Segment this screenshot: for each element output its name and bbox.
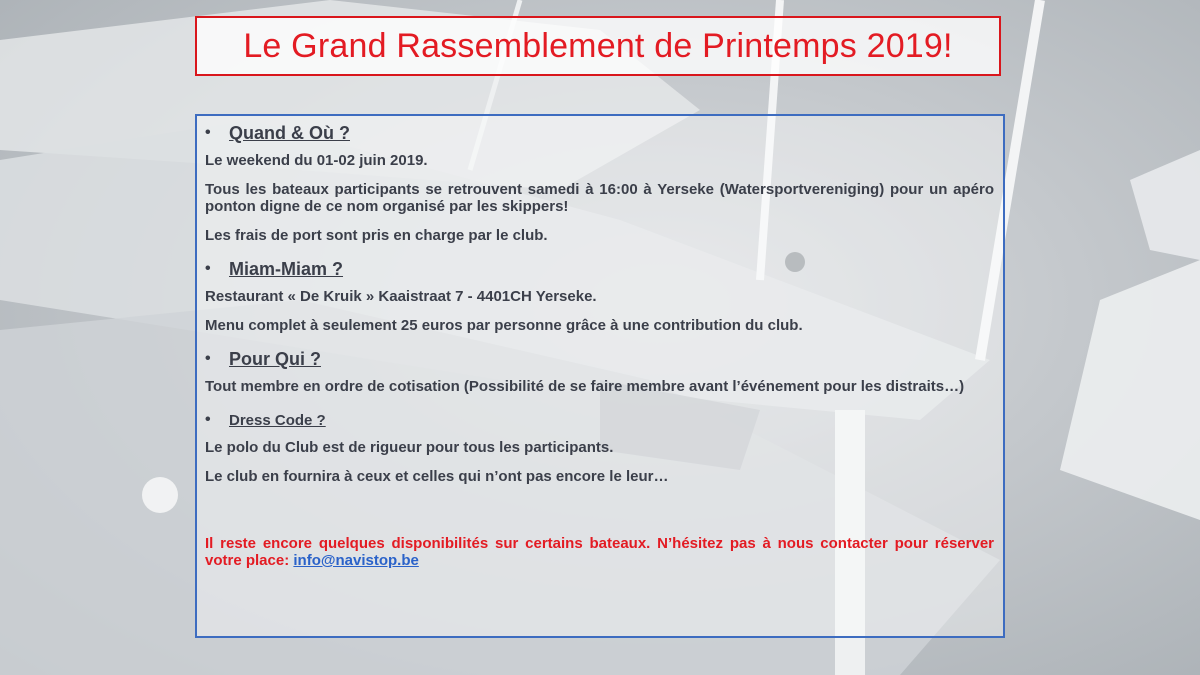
heading-text: Miam-Miam ? — [229, 258, 344, 279]
restaurant-address: Restaurant « De Kruik » Kaaistraat 7 - 4401CH Yerseke. — [205, 288, 597, 305]
section-heading-dress-code — [205, 407, 994, 433]
section-heading-when-where — [205, 120, 994, 146]
event-date: Le weekend du 01-02 juin 2019. — [205, 152, 428, 169]
bullet-marker: • — [205, 350, 211, 367]
meeting-info: Tous les bateaux participants se retrouvent samedi à 16:00 à Yerseke (Watersportvereniging) pour un apéro ponton digne de ce nom organisé par les skippers! — [205, 181, 994, 215]
section-heading-who — [205, 346, 994, 372]
bullet-marker: • — [205, 411, 211, 428]
heading-text: Pour Qui ? — [229, 348, 321, 369]
section-heading-food — [205, 256, 994, 282]
bullet-marker: • — [205, 260, 211, 277]
polo-supply-info: Le club en fournira à ceux et celles qui n’ont pas encore le leur… — [205, 468, 669, 485]
eligibility-info: Tout membre en ordre de cotisation (Possibilité de se faire membre avant l’événement pour les distraits…) — [205, 378, 965, 395]
event-details-box — [195, 114, 1005, 638]
title-box — [195, 16, 1001, 76]
heading-text: Quand & Où ? — [229, 122, 350, 143]
dress-code-info: Le polo du Club est de rigueur pour tous les participants. — [205, 439, 614, 456]
cta-text: Il reste encore quelques disponibilités sur certains bateaux. N’hésitez pas à nous contacter pour réserver votre place: — [205, 535, 994, 569]
availability-call-to-action — [205, 535, 994, 569]
port-fees-info: Les frais de port sont pris en charge par le club. — [205, 227, 548, 244]
heading-text: Dress Code ? — [229, 411, 326, 429]
bullet-marker: • — [205, 124, 211, 141]
menu-price-info: Menu complet à seulement 25 euros par personne grâce à une contribution du club. — [205, 317, 803, 334]
contact-email-link[interactable]: info@navistop.be — [293, 552, 419, 569]
page-title: Le Grand Rassemblement de Printemps 2019! — [243, 26, 953, 65]
